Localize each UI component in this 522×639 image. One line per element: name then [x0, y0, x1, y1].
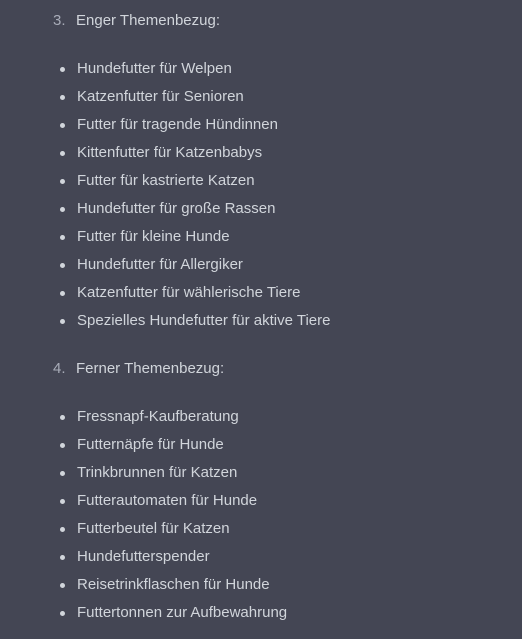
- bullet-dot: [60, 263, 65, 268]
- bullet-dot: [60, 555, 65, 560]
- list-item: [0, 170, 522, 198]
- section-title: Ferner Themenbezug:: [76, 360, 225, 377]
- bullet-dot: [60, 67, 65, 72]
- bullet-dot: [60, 291, 65, 296]
- list-item-text: Katzenfutter für wählerische Tiere: [77, 284, 301, 301]
- list-item: [0, 86, 522, 114]
- list-item-text: Futter für tragende Hündinnen: [77, 116, 278, 133]
- list-item-text: Hundefutter für Welpen: [77, 60, 232, 77]
- list-item-text: Hundefutter für Allergiker: [77, 256, 243, 273]
- list-item-text: Hundefutter für große Rassen: [77, 200, 276, 217]
- list-item: [0, 58, 522, 86]
- bullet-dot: [60, 95, 65, 100]
- section-title: Enger Themenbezug:: [76, 12, 220, 29]
- bullet-dot: [60, 179, 65, 184]
- list-item-text: Futternäpfe für Hunde: [77, 436, 224, 453]
- bullet-dot: [60, 443, 65, 448]
- section-number: 4.: [53, 360, 66, 377]
- bullet-list-close-topics: [0, 58, 522, 338]
- bullet-dot: [60, 611, 65, 616]
- list-item-text: Spezielles Hundefutter für aktive Tiere: [77, 312, 331, 329]
- list-item: [0, 434, 522, 462]
- bullet-dot: [60, 471, 65, 476]
- bullet-dot: [60, 151, 65, 156]
- bullet-list-distant-topics: [0, 406, 522, 630]
- list-item: [0, 490, 522, 518]
- list-item: [0, 114, 522, 142]
- list-item-text: Futterautomaten für Hunde: [77, 492, 258, 509]
- bullet-dot: [60, 319, 65, 324]
- bullet-dot: [60, 499, 65, 504]
- bullet-dot: [60, 527, 65, 532]
- list-item: [0, 254, 522, 282]
- list-item-text: Reisetrinkflaschen für Hunde: [77, 576, 270, 593]
- list-item-text: Futter für kastrierte Katzen: [77, 172, 255, 189]
- bullet-dot: [60, 583, 65, 588]
- list-item-text: Hundefutterspender: [77, 548, 210, 565]
- list-item: [0, 462, 522, 490]
- bullet-dot: [60, 207, 65, 212]
- list-item-text: Futtertonnen zur Aufbewahrung: [77, 604, 288, 621]
- list-item: [0, 198, 522, 226]
- section-heading-4: [53, 358, 224, 380]
- list-item: [0, 282, 522, 310]
- bullet-dot: [60, 235, 65, 240]
- list-item: [0, 142, 522, 170]
- list-item-text: Kittenfutter für Katzenbabys: [77, 144, 263, 161]
- list-item: [0, 310, 522, 338]
- bullet-dot: [60, 415, 65, 420]
- list-item: [0, 406, 522, 434]
- list-item: [0, 574, 522, 602]
- section-number: 3.: [53, 12, 66, 29]
- list-item: [0, 546, 522, 574]
- list-item-text: Fressnapf-Kaufberatung: [77, 408, 239, 425]
- list-item: [0, 602, 522, 630]
- list-item: [0, 518, 522, 546]
- list-item-text: Futterbeutel für Katzen: [77, 520, 230, 537]
- bullet-dot: [60, 123, 65, 128]
- list-item-text: Katzenfutter für Senioren: [77, 88, 244, 105]
- section-heading-3: [53, 10, 220, 32]
- list-item-text: Trinkbrunnen für Katzen: [77, 464, 238, 481]
- list-item-text: Futter für kleine Hunde: [77, 228, 230, 245]
- list-item: [0, 226, 522, 254]
